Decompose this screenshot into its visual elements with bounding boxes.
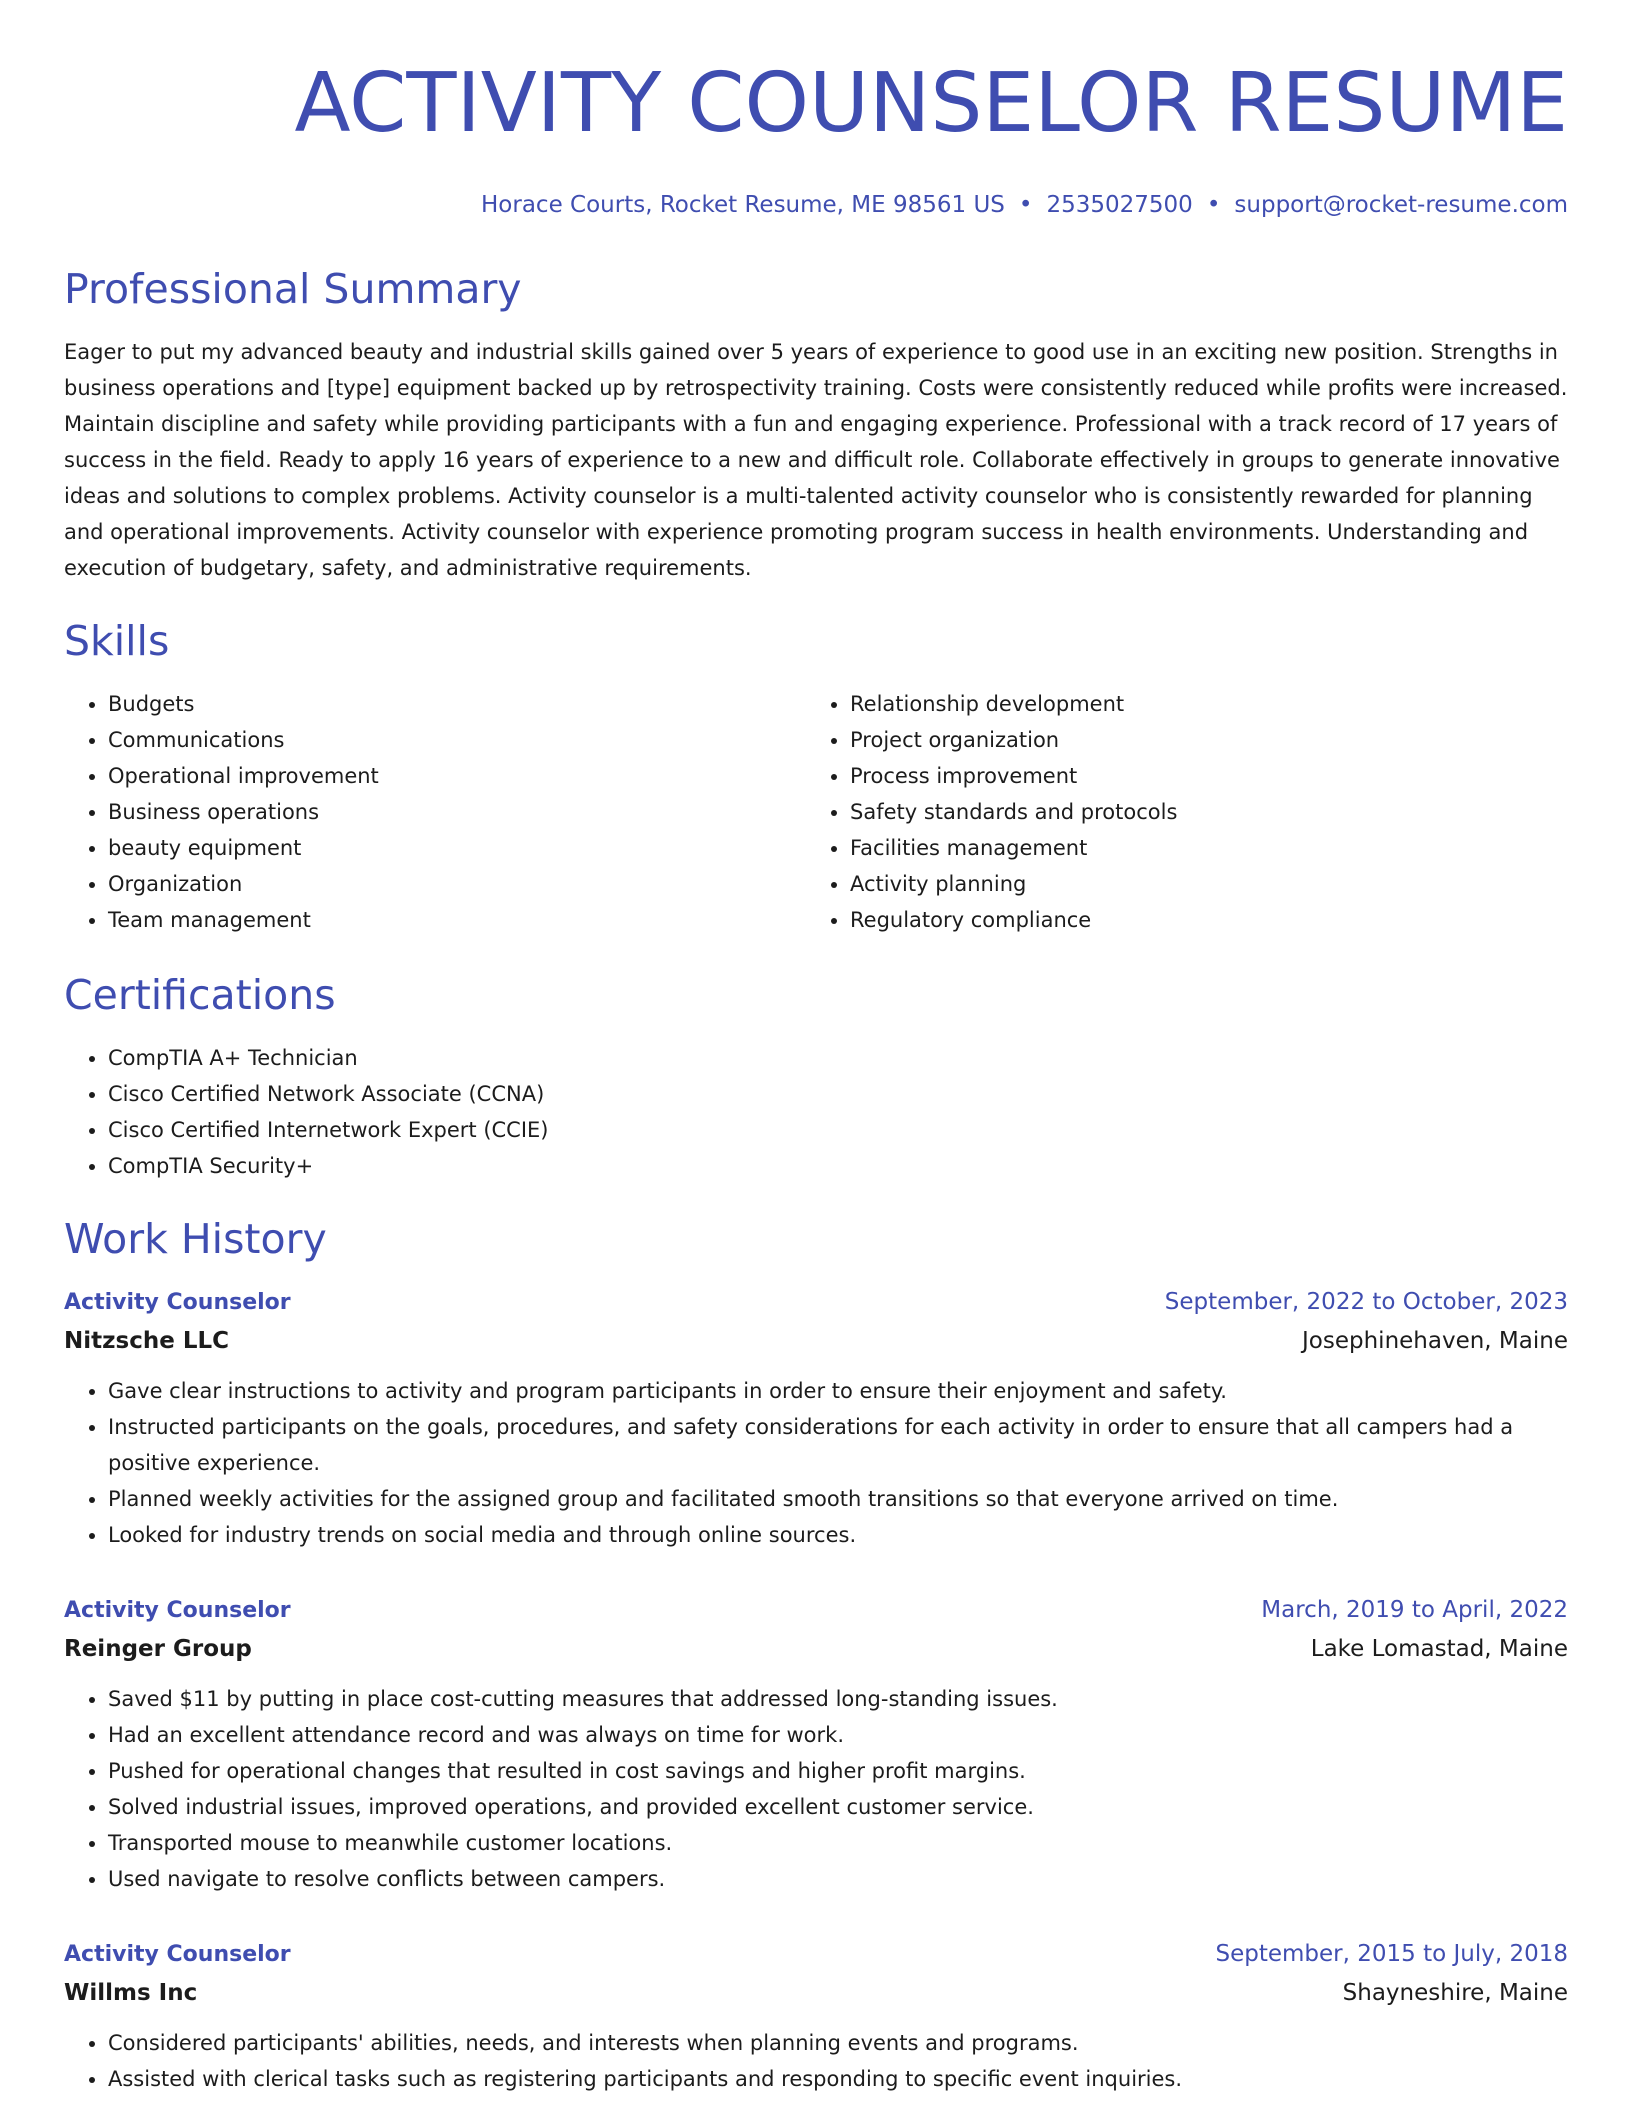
job-entry xyxy=(64,1936,1568,2097)
contact-phone: 2535027500 xyxy=(1046,192,1193,218)
skills-list-right xyxy=(806,686,1550,938)
skill-item: • Communications xyxy=(108,722,808,758)
job-location: Josephinehaven, Maine xyxy=(1302,1328,1568,1354)
job-bullets xyxy=(64,1681,1568,1897)
job-bullet: • Solved industrial issues, improved operations, and provided excellent customer service. xyxy=(108,1789,1568,1825)
job-bullet: • Gave clear instructions to activity and program participants in order to ensure their enjoyment and safety. xyxy=(108,1373,1568,1409)
contact-separator: • xyxy=(1018,192,1033,218)
job-dates: September, 2022 to October, 2023 xyxy=(1164,1289,1568,1315)
job-bullet: • Considered participants' abilities, needs, and interests when planning events and programs. xyxy=(108,2025,1568,2061)
job-bullet: • Looked for industry trends on social media and through online sources. xyxy=(108,1517,1568,1553)
job-bullet: • Used navigate to resolve conflicts between campers. xyxy=(108,1861,1568,1897)
resume-title: ACTIVITY COUNSELOR RESUME xyxy=(294,56,1568,151)
job-location: Lake Lomastad, Maine xyxy=(1310,1636,1568,1662)
certification-item: • Cisco Certified Internetwork Expert (CCIE) xyxy=(108,1112,1008,1148)
skill-item: • Relationship development xyxy=(850,686,1550,722)
skill-item: • Organization xyxy=(108,866,808,902)
job-dates: September, 2015 to July, 2018 xyxy=(1215,1941,1568,1967)
job-location: Shayneshire, Maine xyxy=(1342,1980,1568,2006)
job-bullet: • Planned weekly activities for the assigned group and facilitated smooth transitions so that everyone arrived on time. xyxy=(108,1481,1568,1517)
skill-item: • Facilities management xyxy=(850,830,1550,866)
skill-item: • Project organization xyxy=(850,722,1550,758)
skill-item: • Business operations xyxy=(108,794,808,830)
contact-email[interactable]: support@rocket-resume.com xyxy=(1234,192,1568,218)
job-company-row xyxy=(64,1629,1568,1669)
certification-item: • CompTIA Security+ xyxy=(108,1148,1008,1184)
skill-item: • Activity planning xyxy=(850,866,1550,902)
section-title-skills: Skills xyxy=(64,617,170,665)
job-entry xyxy=(64,1592,1568,1897)
job-bullet: • Instructed participants on the goals, procedures, and safety considerations for each activity in order to ensure that all campers had a positive experience. xyxy=(108,1409,1568,1481)
certification-item: • CompTIA A+ Technician xyxy=(108,1040,1008,1076)
skill-item: • Process improvement xyxy=(850,758,1550,794)
resume-page xyxy=(64,0,1568,2091)
job-bullet: • Pushed for operational changes that resulted in cost savings and higher profit margins. xyxy=(108,1753,1568,1789)
job-bullets xyxy=(64,1373,1568,1553)
contact-separator: • xyxy=(1206,192,1221,218)
summary-text: Eager to put my advanced beauty and industrial skills gained over 5 years of experience to good use in an exciting new position. Strengths in business operations and [type] equipment backed up by retrospectivity training. Costs were consistently reduced while profits were increased. Maintain discipline and safety while providing participants with a fun and engaging experience. Professional with a track record of 17 years of success in the field. Ready to apply 16 years of experience to a new and difficult role. Collaborate effectively in groups to generate innovative ideas and solutions to complex problems. Activity counselor is a multi-talented activity counselor who is consistently rewarded for planning and operational improvements. Activity counselor with experience promoting program success in health environments. Understanding and execution of budgetary, safety, and administrative requirements. xyxy=(64,340,1568,580)
section-title-work-history: Work History xyxy=(64,1215,327,1263)
certifications-list xyxy=(64,1040,1008,1184)
skill-item: • Safety standards and protocols xyxy=(850,794,1550,830)
contact-line xyxy=(64,190,1568,220)
contact-address: Horace Courts, Rocket Resume, ME 98561 US xyxy=(481,192,1005,218)
skill-item: • Budgets xyxy=(108,686,808,722)
job-header-row xyxy=(64,1592,1568,1629)
job-company: Willms Inc xyxy=(64,1980,198,2006)
skills-list-left xyxy=(64,686,808,938)
job-company-row xyxy=(64,1973,1568,2013)
job-company-row xyxy=(64,1321,1568,1361)
job-bullet: • Transported mouse to meanwhile customer locations. xyxy=(108,1825,1568,1861)
job-company: Nitzsche LLC xyxy=(64,1328,230,1354)
job-title: Activity Counselor xyxy=(64,1598,291,1623)
certification-item: • Cisco Certified Network Associate (CCNA) xyxy=(108,1076,1008,1112)
skill-item: • Team management xyxy=(108,902,808,938)
job-bullet: • Had an excellent attendance record and was always on time for work. xyxy=(108,1717,1568,1753)
section-title-summary: Professional Summary xyxy=(64,265,522,313)
job-bullet: • Assisted with clerical tasks such as registering participants and responding to specific event inquiries. xyxy=(108,2061,1568,2097)
job-entry xyxy=(64,1284,1568,1553)
job-bullets xyxy=(64,2025,1568,2097)
job-bullet: • Saved $11 by putting in place cost-cutting measures that addressed long-standing issues. xyxy=(108,1681,1568,1717)
skill-item: • Operational improvement xyxy=(108,758,808,794)
job-header-row xyxy=(64,1936,1568,1973)
skill-item: • beauty equipment xyxy=(108,830,808,866)
job-title: Activity Counselor xyxy=(64,1290,291,1315)
job-dates: March, 2019 to April, 2022 xyxy=(1261,1597,1568,1623)
skill-item: • Regulatory compliance xyxy=(850,902,1550,938)
job-company: Reinger Group xyxy=(64,1636,252,1662)
section-title-certifications: Certifications xyxy=(64,971,336,1019)
job-title: Activity Counselor xyxy=(64,1942,291,1967)
job-header-row xyxy=(64,1284,1568,1321)
